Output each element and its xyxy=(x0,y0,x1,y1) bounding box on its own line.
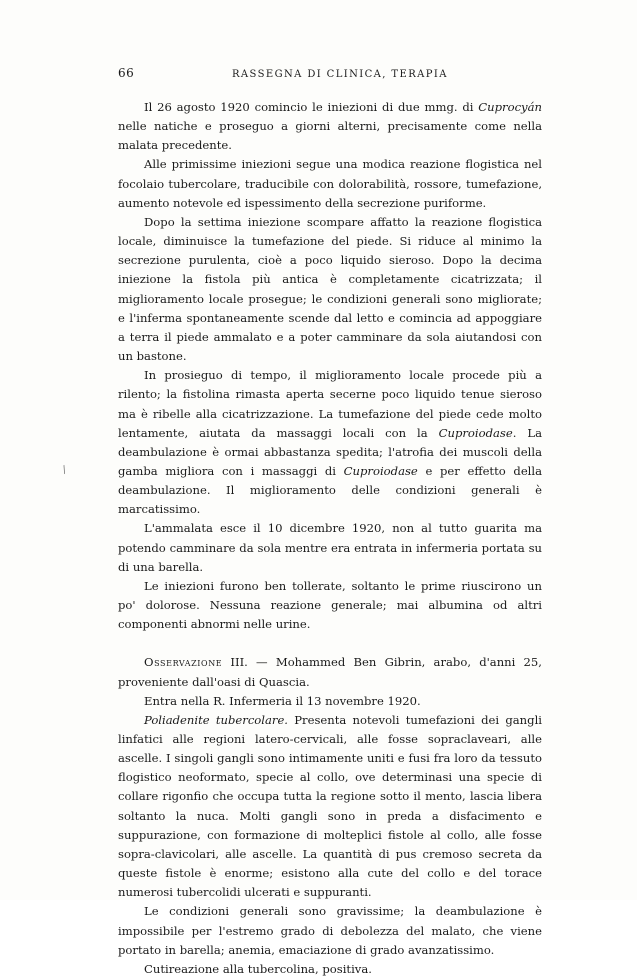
drug-name-cuprocyan: Cuprocyán xyxy=(478,100,542,114)
running-title: RASSEGNA DI CLINICA, TERAPIA xyxy=(232,69,448,80)
diagnosis-label: Poliadenite tubercolare. xyxy=(144,712,288,727)
paragraph-conditions: Le condizioni generali sono gravissime; la deambulazione è impossibile per l'estremo grado di debolezza del malato, che viene portato in barella; anemia, emaciazione di grado avanzatissimo. xyxy=(118,904,542,957)
paragraph-diagnosis: Poliadenite tubercolare. Presenta notevoli tumefazioni dei gangli linfatici alle regioni latero-cervicali, alle fosse sopraclaveari, alle ascelle. I singoli gangli sono intimamente uniti e fusi fra loro da tessuto flogistico neoformato, specie al collo, ove determinasi una specie di collare rigonfio che occupa tutta la regione sotto il mento, lascia libera soltanto la nuca. Molti gangli sono in preda a disfacimento e suppurazione, con formazione di molteplici fistole al collo, alle fosse sopra-clavicolari, alle ascelle. La quantità di pus cremoso secreta da queste fistole è enorme; esistono alla cute del collo e del torace numerosi tubercolidi ulcerati e suppuranti. xyxy=(118,712,542,900)
paragraph-tuberculin: Cutireazione alla tubercolina, positiva. xyxy=(144,961,372,976)
paragraph-3: Dopo la settima iniezione scompare affatto la reazione flogistica locale, diminuisce la tumefazione del piede. Si riduce al minimo la secrezione purulenta, cioè a poco liquido sieroso. Dopo la decima iniezione la fistola più antica è completamente cicatrizzata; il miglioramento locale prosegue; le condizioni generali sono migliorate; e l'inferma spontaneamente scende dal letto e comincia ad appoggiare a terra il piede ammalato e a poter camminare da sola aiutandosi con un bastone. xyxy=(118,214,542,364)
drug-name-cuproiodase-2: Cuproiodase xyxy=(343,463,418,478)
paragraph-1: Il 26 agosto 1920 comincio le iniezioni di due mmg. di Cuprocyán nelle natiche e proseguo a giorni alterni, precisamente come nella malata precedente. xyxy=(118,100,542,153)
paragraph-4: In prosieguo di tempo, il miglioramento locale procede più a rilento; la fistolina rimasta aperta secerne poco liquido tenue sieroso ma è ribelle alla cicatrizzazione. La tumefazione del piede cede molto lentamente, aiutata da massaggi locali con la Cuproiodase. La deambulazione è ormai abbastanza spedita; l'atrofia dei muscoli della gamba migliora con i massaggi di Cuproiodase e per effetto della deambulazione. Il miglioramento delle condizioni generali è marcatissimo. xyxy=(118,368,543,517)
page-number: 66 xyxy=(118,66,135,80)
margin-tick-mark: ⁄ xyxy=(60,465,69,476)
paragraph-5: L'ammalata esce il 10 dicembre 1920, non al tutto guarita ma potendo camminare da sola mentre era entrata in infermeria portata su di una barella. xyxy=(118,521,542,574)
observation-heading: Osservazione III. — Mohammed Ben Gibrin, arabo, d'anni 25, proveniente dall'oasi di Quascia. xyxy=(118,655,542,689)
drug-name-cuproiodase: Cuproiodase xyxy=(438,425,513,440)
paragraph-6: Le iniezioni furono ben tollerate, soltanto le prime riuscirono un po' dolorose. Nessuna reazione generale; mai albumina od altri componenti abnormi nelle urine. xyxy=(118,578,542,632)
page-header xyxy=(118,66,538,84)
paragraph-admission: Entra nella R. Infermeria il 13 novembre 1920. xyxy=(144,693,421,708)
body-text xyxy=(118,98,542,979)
paragraph-2: Alle primissime iniezioni segue una modica reazione flogistica nel focolaio tubercolare, traducibile con dolorabilità, rossore, tumefazione, aumento notevole ed ispessimento della secrezione puriforme. xyxy=(118,157,542,210)
observation-label: Osservazione xyxy=(144,655,223,670)
